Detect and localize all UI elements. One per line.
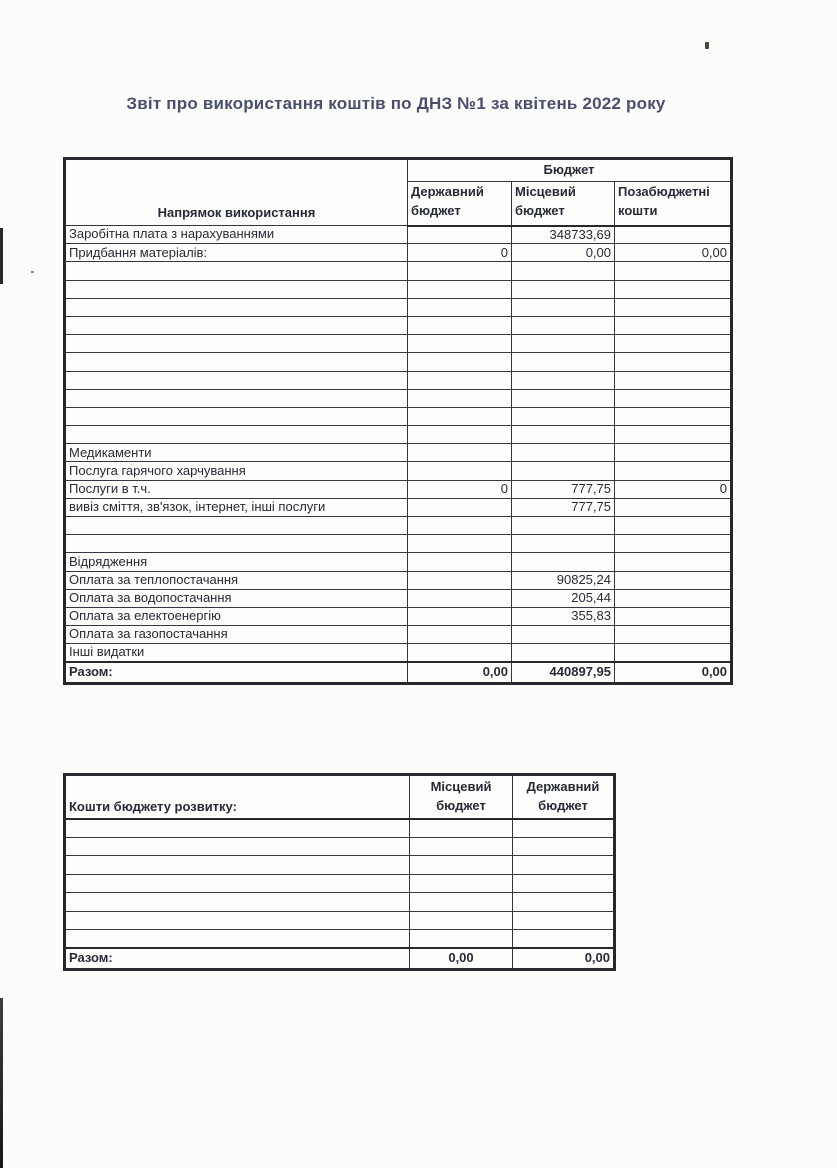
row-value <box>513 837 615 856</box>
row-value <box>615 444 732 462</box>
scan-speck-artifact <box>705 42 709 49</box>
table-row <box>65 426 732 444</box>
table-row <box>65 626 732 644</box>
table-row <box>65 819 615 838</box>
row-value <box>513 874 615 893</box>
row-value <box>615 316 732 334</box>
row-value <box>615 280 732 298</box>
table-row <box>65 856 615 875</box>
row-value <box>512 535 615 553</box>
row-label: вивіз сміття, зв'язок, інтернет, інші послуги <box>65 498 408 516</box>
table-row <box>65 444 732 462</box>
row-label <box>65 335 408 353</box>
row-label <box>65 893 410 912</box>
row-value <box>512 644 615 662</box>
row-value: 348733,69 <box>512 226 615 244</box>
table-row <box>65 462 732 480</box>
table-row <box>65 535 732 553</box>
row-label <box>65 316 408 334</box>
row-value <box>408 316 512 334</box>
row-value <box>408 335 512 353</box>
row-label: Інші видатки <box>65 644 408 662</box>
row-value <box>408 444 512 462</box>
table-row <box>65 874 615 893</box>
row-value <box>512 462 615 480</box>
table-row <box>65 930 615 949</box>
row-value <box>410 874 513 893</box>
row-value <box>512 626 615 644</box>
row-value <box>410 911 513 930</box>
table-row <box>65 353 732 371</box>
column-header-local-budget: Місцевий бюджет <box>512 182 615 226</box>
row-value <box>512 280 615 298</box>
table-row <box>65 571 732 589</box>
row-value <box>410 930 513 949</box>
row-value: 90825,24 <box>512 571 615 589</box>
row-value <box>408 589 512 607</box>
row-value <box>408 517 512 535</box>
dev-total-local-value: 0,00 <box>410 948 513 969</box>
row-label <box>65 280 408 298</box>
row-label <box>65 535 408 553</box>
row-value <box>512 389 615 407</box>
row-value <box>408 226 512 244</box>
scan-edge-artifact <box>0 998 3 1168</box>
row-value <box>615 571 732 589</box>
direction-column-header: Напрямок використання <box>65 159 408 226</box>
row-value <box>615 407 732 425</box>
budget-group-header: Бюджет <box>408 159 732 182</box>
row-value <box>512 444 615 462</box>
table-row <box>65 335 732 353</box>
scan-edge-artifact <box>0 228 3 284</box>
row-value <box>410 856 513 875</box>
total-extrabudget-value: 0,00 <box>615 662 732 683</box>
row-label <box>65 856 410 875</box>
row-label: Оплата за водопостачання <box>65 589 408 607</box>
report-title: Звіт про використання коштів по ДНЗ №1 за квітень 2022 року <box>126 94 666 113</box>
row-value <box>512 407 615 425</box>
scan-speck-artifact <box>31 271 34 273</box>
row-label <box>65 837 410 856</box>
row-value <box>408 607 512 625</box>
row-value <box>513 893 615 912</box>
row-value: 0,00 <box>512 244 615 262</box>
column-header-state-budget: Державний бюджет <box>408 182 512 226</box>
row-value: 0 <box>408 244 512 262</box>
row-value <box>615 426 732 444</box>
total-label: Разом: <box>65 948 410 969</box>
table-row <box>65 893 615 912</box>
row-value: 0 <box>615 480 732 498</box>
row-label: Послуги в т.ч. <box>65 480 408 498</box>
row-label: Оплата за газопостачання <box>65 626 408 644</box>
row-value <box>408 298 512 316</box>
table-row <box>65 480 732 498</box>
row-label <box>65 262 408 280</box>
row-value <box>513 856 615 875</box>
row-label <box>65 426 408 444</box>
row-value <box>615 335 732 353</box>
row-value <box>615 589 732 607</box>
row-value: 777,75 <box>512 498 615 516</box>
row-value <box>408 553 512 571</box>
row-value <box>512 371 615 389</box>
row-value <box>615 498 732 516</box>
dev-total-row <box>65 948 615 969</box>
row-value <box>512 262 615 280</box>
total-local-budget-value: 440897,95 <box>512 662 615 683</box>
row-label <box>65 371 408 389</box>
row-label <box>65 353 408 371</box>
total-row <box>65 662 732 683</box>
row-value <box>615 262 732 280</box>
row-value <box>408 535 512 553</box>
row-value <box>408 280 512 298</box>
row-label <box>65 517 408 535</box>
dev-total-state-value: 0,00 <box>513 948 615 969</box>
row-value: 777,75 <box>512 480 615 498</box>
row-value <box>408 462 512 480</box>
row-label: Оплата за електоенергію <box>65 607 408 625</box>
row-value <box>408 571 512 589</box>
column-header-extrabudget-funds: Позабюджетні кошти <box>615 182 732 226</box>
row-label <box>65 911 410 930</box>
row-value <box>615 389 732 407</box>
row-value <box>408 371 512 389</box>
row-value: 0,00 <box>615 244 732 262</box>
row-value <box>408 407 512 425</box>
table-row <box>65 316 732 334</box>
table-row <box>65 371 732 389</box>
row-value <box>408 644 512 662</box>
budget-usage-table <box>63 157 733 685</box>
row-value <box>512 517 615 535</box>
row-label <box>65 819 410 838</box>
row-value <box>615 517 732 535</box>
table-row <box>65 262 732 280</box>
row-value <box>408 389 512 407</box>
row-value: 355,83 <box>512 607 615 625</box>
row-value <box>408 262 512 280</box>
development-budget-table <box>63 773 616 971</box>
row-value <box>615 535 732 553</box>
row-value <box>615 226 732 244</box>
dev-table-body <box>65 819 615 949</box>
table-row <box>65 389 732 407</box>
row-value <box>410 837 513 856</box>
row-value <box>615 644 732 662</box>
table-row <box>65 280 732 298</box>
row-value <box>408 426 512 444</box>
row-value <box>615 371 732 389</box>
row-value <box>513 911 615 930</box>
row-value <box>512 316 615 334</box>
table-row <box>65 298 732 316</box>
row-value <box>615 626 732 644</box>
row-label: Медикаменти <box>65 444 408 462</box>
row-value <box>615 298 732 316</box>
row-value <box>408 626 512 644</box>
column-header-local-budget: Місцевий бюджет <box>410 775 513 819</box>
development-funds-header: Кошти бюджету розвитку: <box>65 775 410 819</box>
row-label: Оплата за теплопостачання <box>65 571 408 589</box>
row-value <box>513 819 615 838</box>
row-value: 205,44 <box>512 589 615 607</box>
row-label: Відрядження <box>65 553 408 571</box>
table-row <box>65 607 732 625</box>
total-label: Разом: <box>65 662 408 683</box>
row-value <box>615 553 732 571</box>
dev-header-row <box>65 775 615 819</box>
table-row <box>65 837 615 856</box>
row-value <box>513 930 615 949</box>
row-label <box>65 407 408 425</box>
row-value <box>512 353 615 371</box>
total-state-budget-value: 0,00 <box>408 662 512 683</box>
column-header-state-budget: Державний бюджет <box>513 775 615 819</box>
row-value <box>408 353 512 371</box>
table-row <box>65 553 732 571</box>
table-row <box>65 244 732 262</box>
table-row <box>65 498 732 516</box>
row-label: Послуга гарячого харчування <box>65 462 408 480</box>
main-table-body <box>65 226 732 663</box>
row-value <box>615 353 732 371</box>
group-header-row <box>65 159 732 182</box>
row-value <box>512 298 615 316</box>
row-value <box>615 462 732 480</box>
row-value <box>410 893 513 912</box>
table-row <box>65 407 732 425</box>
table-row <box>65 911 615 930</box>
table-row <box>65 589 732 607</box>
row-label <box>65 874 410 893</box>
row-value <box>512 426 615 444</box>
row-label <box>65 930 410 949</box>
row-value <box>512 553 615 571</box>
row-value <box>512 335 615 353</box>
table-row <box>65 517 732 535</box>
row-value <box>615 607 732 625</box>
row-label <box>65 298 408 316</box>
row-label: Придбання матеріалів: <box>65 244 408 262</box>
row-value <box>410 819 513 838</box>
row-label <box>65 389 408 407</box>
row-value <box>408 498 512 516</box>
table-row <box>65 226 732 244</box>
row-label: Заробітна плата з нарахуваннями <box>65 226 408 244</box>
table-row <box>65 644 732 662</box>
row-value: 0 <box>408 480 512 498</box>
